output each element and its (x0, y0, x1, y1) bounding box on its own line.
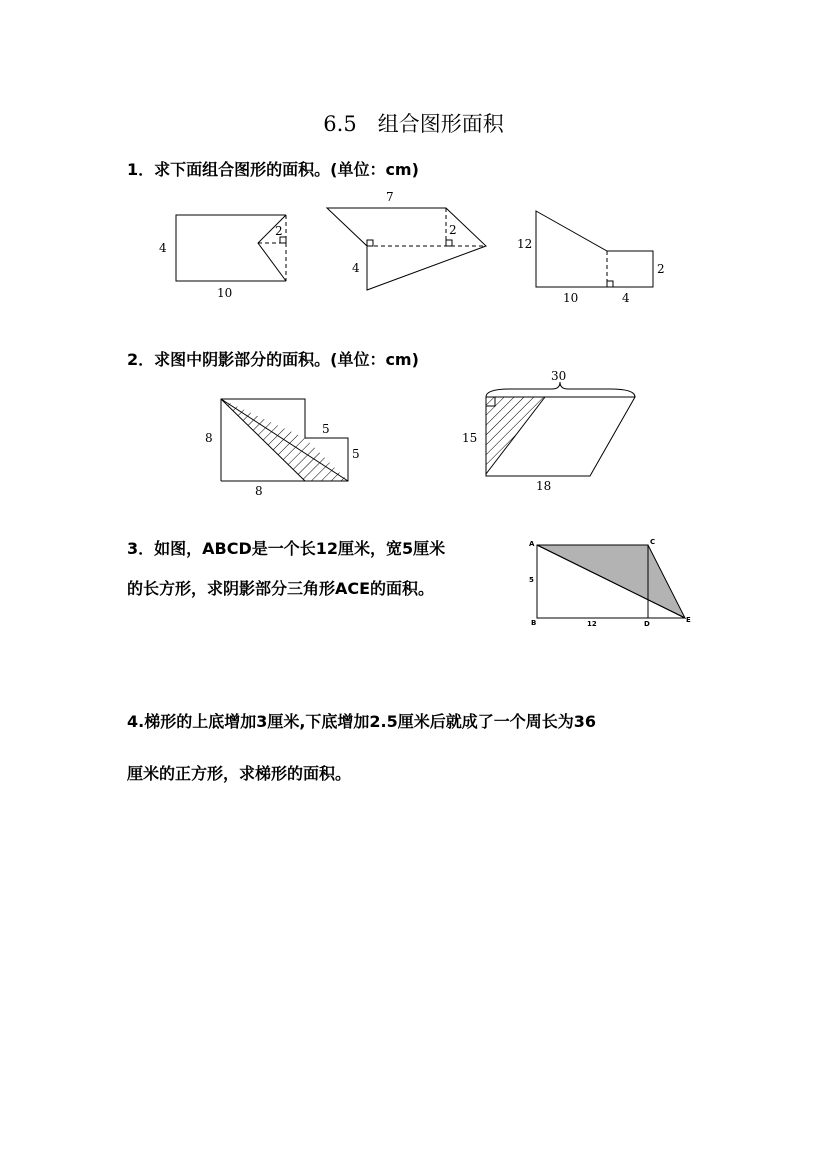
q1-fig3-label-bottom-left: 10 (563, 291, 579, 305)
q1-fig3-label-right: 2 (657, 262, 665, 276)
q1-fig3-label-left: 12 (517, 237, 533, 251)
page-title: 6.5 组合图形面积 (323, 112, 504, 136)
q3-label-d: D (644, 620, 650, 628)
q2-figure-2 (462, 369, 635, 493)
q2-fig2-label-bottom: 18 (536, 479, 552, 493)
q1-figure-1 (159, 215, 286, 300)
q2-fig2-label-top: 30 (551, 369, 567, 383)
question-4-line-1: 4.梯形的上底增加3厘米,下底增加2.5厘米后就成了一个周长为36 (127, 712, 597, 731)
q2-fig2-label-left: 15 (462, 431, 478, 445)
q1-figure-3 (517, 211, 665, 305)
q3-label-side: 5 (529, 576, 534, 584)
q1-figure-2 (327, 190, 486, 290)
q2-figure-1 (205, 399, 360, 498)
q1-fig1-label-bottom: 10 (217, 286, 233, 300)
question-3-line-2: 的长方形，求阴影部分三角形ACE的面积。 (127, 579, 435, 598)
q2-fig1-label-right-small: 5 (352, 447, 360, 461)
q3-label-b: B (531, 619, 537, 627)
q3-figure (529, 538, 691, 628)
question-3-line-1: 3．如图，ABCD是一个长12厘米，宽5厘米 (127, 539, 446, 558)
q1-fig1-label-left: 4 (159, 241, 167, 255)
q2-fig1-label-top-small: 5 (322, 422, 330, 436)
question-2-text: 2．求图中阴影部分的面积。(单位：cm) (127, 350, 419, 369)
q1-fig1-label-notch: 2 (275, 224, 283, 238)
question-4-text (127, 696, 596, 800)
q1-fig2-label-left: 4 (352, 261, 360, 275)
question-1-text: 1．求下面组合图形的面积。(单位：cm) (127, 160, 419, 179)
q3-label-a: A (529, 540, 535, 548)
question-3-text (127, 529, 445, 609)
question-4-line-2: 厘米的正方形，求梯形的面积。 (127, 764, 352, 783)
q1-fig3-label-bottom-right: 4 (622, 291, 630, 305)
q3-label-e: E (686, 616, 691, 624)
q1-fig2-label-right: 2 (449, 223, 457, 237)
q3-label-c: C (650, 538, 656, 546)
q3-label-bottom: 12 (587, 620, 597, 628)
q2-fig1-label-left: 8 (205, 431, 213, 445)
q1-fig2-label-top: 7 (386, 190, 394, 204)
q2-fig1-label-bottom: 8 (255, 484, 263, 498)
